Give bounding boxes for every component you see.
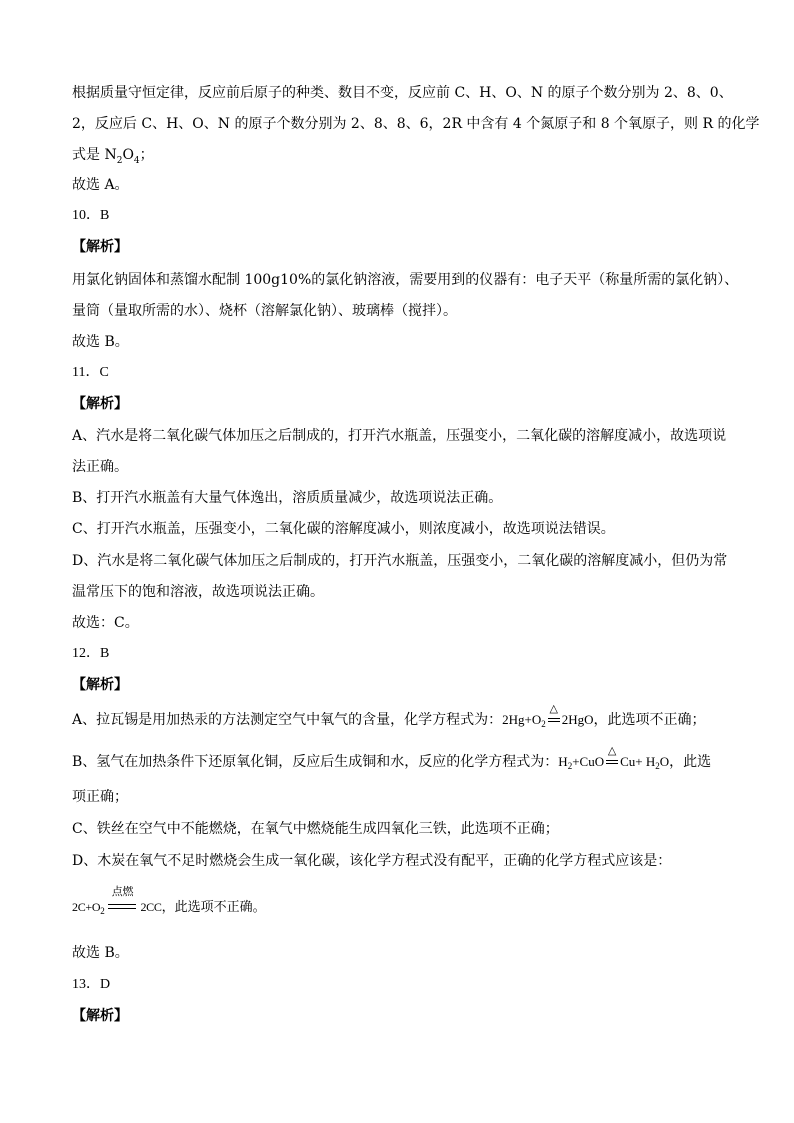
equation-rhs-subscript: 2 xyxy=(655,761,660,771)
equation-rhs: 2HgO xyxy=(561,712,594,727)
equation-lhs: 2Hg+O xyxy=(502,712,542,727)
intro-formula-pre: 式是 N xyxy=(72,147,117,163)
question-11-option-a-line-2: 法正确。 xyxy=(72,459,128,475)
question-12-answer: 故选 B。 xyxy=(72,945,129,961)
question-10-line-2: 量筒（量取所需的水）、烧杯（溶解氯化钠）、玻璃棒（搅拌）。 xyxy=(72,303,457,319)
question-12-option-b xyxy=(72,745,712,772)
equation-rhs: 2CC xyxy=(140,900,162,914)
equation-lhs-1: H xyxy=(558,754,568,769)
equation-lhs-subscript: 2 xyxy=(100,906,105,916)
question-12-option-a xyxy=(72,703,706,730)
equals-sign xyxy=(606,760,618,764)
reaction-condition xyxy=(107,886,137,913)
equals-sign xyxy=(548,718,560,722)
question-12-heading: 【解析】 xyxy=(72,677,128,693)
intro-formula-post: ； xyxy=(139,147,154,163)
reaction-condition xyxy=(547,703,561,726)
question-10-line-1: 用氯化钠固体和蒸馏水配制 100g10%的氯化钠溶液，需要用到的仪器有：电子天平（称量所需的氯化钠）、 xyxy=(72,272,739,288)
option-d-equation-post: ，此选项不正确。 xyxy=(161,900,266,915)
question-10-heading: 【解析】 xyxy=(72,239,128,255)
equation-lhs-subscript: 2 xyxy=(567,761,573,771)
question-12-option-b-line-2: 项正确； xyxy=(72,789,128,805)
question-11-option-d-line-1: D、汽水是将二氧化碳气体加压之后制成的，打开汽水瓶盖，压强变小，二氧化碳的溶解度减小，但仍为常 xyxy=(72,553,728,569)
question-12-option-c: C、铁丝在空气中不能燃烧，在氧气中燃烧能生成四氧化三铁，此选项不正确； xyxy=(72,821,559,837)
equation-rhs-1: Cu+ H xyxy=(620,754,656,769)
question-12-option-d-equation-line xyxy=(72,886,266,918)
question-11-option-c: C、打开汽水瓶盖，压强变小，二氧化碳的溶解度减小，则浓度减小，故选项说法错误。 xyxy=(72,521,615,537)
option-a-post: ，此选项不正确； xyxy=(593,712,706,728)
option-a-text: A、拉瓦锡是用加热汞的方法测定空气中氧气的含量，化学方程式为： xyxy=(72,712,503,728)
question-11-option-b: B、打开汽水瓶盖有大量气体逸出，溶质质量减少，故选项说法正确。 xyxy=(72,490,503,506)
equation-lhs-subscript: 2 xyxy=(541,719,546,729)
question-13-number: 13．D xyxy=(72,977,111,992)
ignite-condition-label: 点燃 xyxy=(111,886,134,898)
option-d-equation xyxy=(72,886,162,916)
question-12-option-d: D、木炭在氧气不足时燃烧会生成一氧化碳，该化学方程式没有配平，正确的化学方程式应该是： xyxy=(72,853,672,869)
heat-triangle-icon: △ xyxy=(549,703,558,715)
question-12-number: 12．B xyxy=(72,646,110,661)
equation-rhs-2: O xyxy=(659,754,670,769)
option-b-post: ，此选 xyxy=(669,754,712,770)
intro-formula-mid: O xyxy=(122,147,134,163)
intro-answer: 故选 A。 xyxy=(72,177,129,193)
equals-sign xyxy=(108,904,136,909)
question-11-number: 11．C xyxy=(72,365,109,380)
question-11-heading: 【解析】 xyxy=(72,396,128,412)
intro-formula-sub-2: 4 xyxy=(133,155,140,166)
heat-triangle-icon: △ xyxy=(607,745,617,757)
question-13-heading: 【解析】 xyxy=(72,1008,128,1024)
option-a-equation xyxy=(502,703,594,729)
intro-formula-sub-1: 2 xyxy=(116,155,123,166)
option-b-text: B、氢气在加热条件下还原氧化铜，反应后生成铜和水，反应的化学方程式为： xyxy=(72,754,559,770)
intro-line-3 xyxy=(72,145,154,171)
option-b-equation xyxy=(558,745,670,771)
question-11-answer: 故选：C。 xyxy=(72,615,139,631)
question-11-option-a-line-1: A、汽水是将二氧化碳气体加压之后制成的，打开汽水瓶盖，压强变小，二氧化碳的溶解度减小，故选项说 xyxy=(72,428,727,444)
question-11-option-d-line-2: 温常压下的饱和溶液，故选项说法正确。 xyxy=(72,584,324,600)
question-10-answer: 故选 B。 xyxy=(72,334,129,350)
equation-lhs-2: +CuO xyxy=(572,754,605,769)
intro-line-1: 根据质量守恒定律，反应前后原子的种类、数目不变，反应前 C、H、O、N 的原子个数分别为 2、8、0、 xyxy=(72,85,733,101)
intro-line-2: 2，反应后 C、H、O、N 的原子个数分别为 2、8、8、6，2R 中含有 4 个氮原子和 8 个氧原子，则 R 的化学 xyxy=(72,116,760,132)
equation-lhs: 2C+O xyxy=(72,900,101,914)
question-10-number: 10．B xyxy=(72,208,110,223)
reaction-condition xyxy=(605,745,619,768)
